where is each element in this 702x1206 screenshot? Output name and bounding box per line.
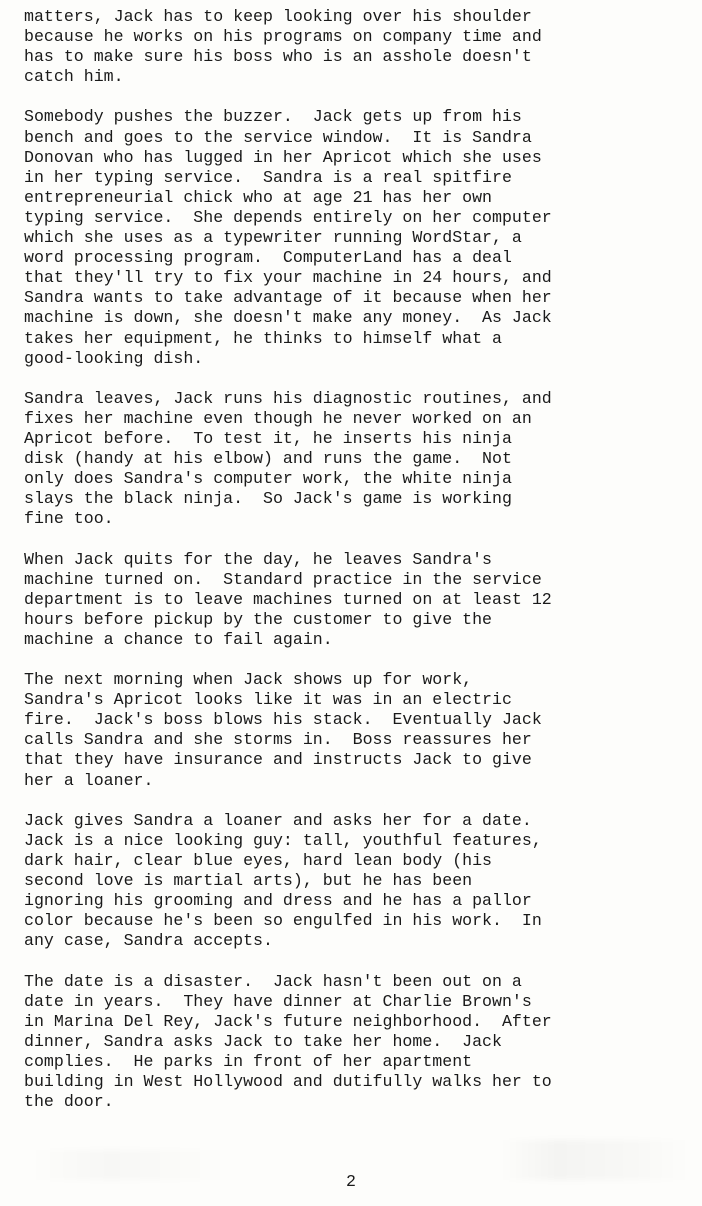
text-line: any case, Sandra accepts. (24, 931, 273, 951)
text-line: in Marina Del Rey, Jack's future neighborhood. After (24, 1011, 552, 1031)
text-line: Apricot before. To test it, he inserts his ninja (24, 428, 512, 448)
text-line: dinner, Sandra asks Jack to take her home. Jack (24, 1031, 502, 1051)
text-line: Jack is a nice looking guy: tall, youthful features, (24, 830, 542, 850)
paragraph (24, 811, 694, 952)
text-line: takes her equipment, he thinks to himself what a (24, 328, 502, 348)
text-line: fine too. (24, 509, 114, 529)
text-line: machine turned on. Standard practice in the service (24, 569, 542, 589)
text-line: fixes her machine even though he never worked on an (24, 408, 532, 428)
text-line: Sandra's Apricot looks like it was in an electric (24, 690, 512, 710)
text-line: in her typing service. Sandra is a real spitfire (24, 167, 512, 187)
text-line: disk (handy at his elbow) and runs the game. Not (24, 449, 512, 469)
text-line: department is to leave machines turned on at least 12 (24, 589, 552, 609)
text-line: date in years. They have dinner at Charlie Brown's (24, 991, 532, 1011)
text-line: because he works on his programs on company time and (24, 27, 542, 47)
text-line: only does Sandra's computer work, the white ninja (24, 469, 512, 489)
text-line: fire. Jack's boss blows his stack. Eventually Jack (24, 710, 542, 730)
paragraph (24, 550, 694, 650)
paragraph (24, 389, 694, 530)
text-line: typing service. She depends entirely on her computer (24, 207, 552, 227)
text-line: the door. (24, 1092, 114, 1112)
text-line: has to make sure his boss who is an asshole doesn't (24, 47, 532, 67)
text-line: ignoring his grooming and dress and he has a pallor (24, 891, 532, 911)
text-line: catch him. (24, 67, 124, 87)
text-line: matters, Jack has to keep looking over his shoulder (24, 7, 532, 26)
text-line: When Jack quits for the day, he leaves Sandra's (24, 549, 493, 569)
text-line: which she uses as a typewriter running WordStar, a (24, 228, 522, 248)
paragraph (24, 107, 694, 368)
text-line: machine a chance to fail again. (24, 629, 333, 649)
text-line: dark hair, clear blue eyes, hard lean body (his (24, 850, 493, 870)
text-line: Somebody pushes the buzzer. Jack gets up from his (24, 107, 522, 127)
text-line: Jack gives Sandra a loaner and asks her for a date. (24, 810, 532, 830)
page-number: 2 (346, 1172, 356, 1191)
paragraph (24, 7, 694, 87)
text-line: complies. He parks in front of her apartment (24, 1051, 473, 1071)
typescript-body (24, 7, 694, 1132)
paragraph (24, 972, 694, 1113)
text-line: her a loaner. (24, 770, 154, 790)
paragraph (24, 670, 694, 791)
text-line: word processing program. ComputerLand has a deal (24, 248, 512, 268)
text-line: entrepreneurial chick who at age 21 has her own (24, 187, 493, 207)
text-line: hours before pickup by the customer to give the (24, 609, 493, 629)
text-line: bench and goes to the service window. It is Sandra (24, 127, 532, 147)
text-line: that they'll try to fix your machine in 24 hours, and (24, 268, 552, 288)
text-line: building in West Hollywood and dutifully walks her to (24, 1071, 552, 1091)
text-line: second love is martial arts), but he has been (24, 871, 473, 891)
text-line: good-looking dish. (24, 348, 204, 368)
text-line: Donovan who has lugged in her Apricot which she uses (24, 147, 542, 167)
text-line: that they have insurance and instructs Jack to give (24, 750, 532, 770)
text-line: The date is a disaster. Jack hasn't been out on a (24, 971, 522, 991)
text-line: Sandra leaves, Jack runs his diagnostic routines, and (24, 388, 552, 408)
text-line: machine is down, she doesn't make any money. As Jack (24, 308, 552, 328)
text-line: calls Sandra and she storms in. Boss reassures her (24, 730, 532, 750)
text-line: color because he's been so engulfed in his work. In (24, 911, 542, 931)
text-line: The next morning when Jack shows up for work, (24, 670, 473, 690)
text-line: slays the black ninja. So Jack's game is working (24, 489, 512, 509)
text-line: Sandra wants to take advantage of it because when her (24, 288, 552, 308)
